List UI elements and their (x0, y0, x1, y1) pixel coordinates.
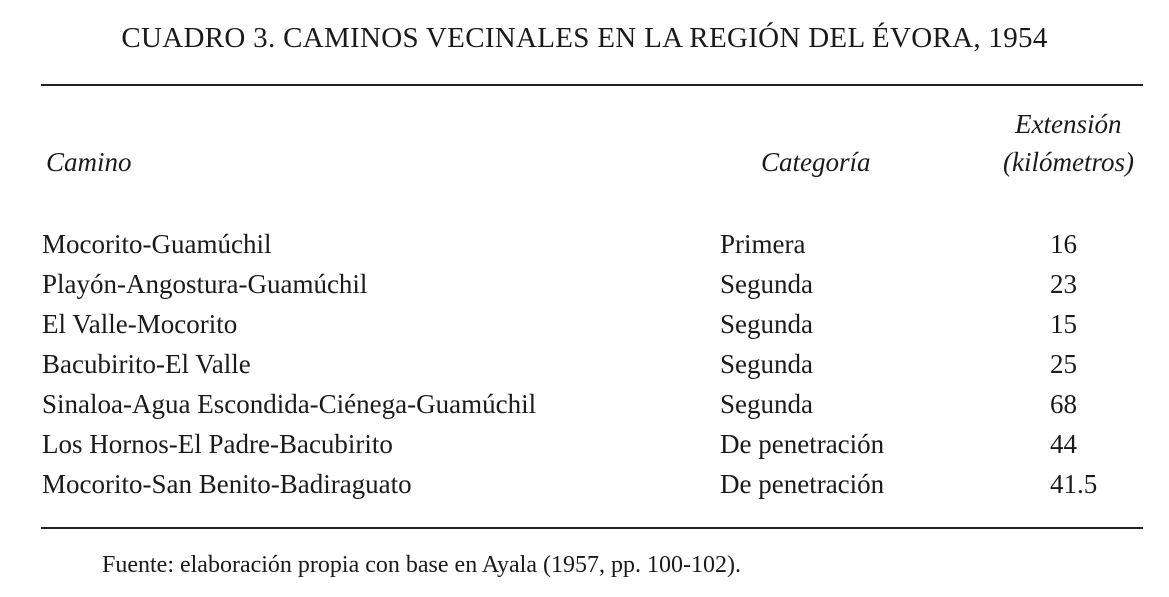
cell-categoria: Segunda (720, 309, 813, 339)
cell-categoria: Segunda (720, 389, 813, 419)
cell-extension: 23 (1050, 269, 1077, 299)
table-title: CUADRO 3. CAMINOS VECINALES EN LA REGIÓN DEL ÉVORA, 1954 (121, 22, 1048, 54)
cell-extension: 44 (1050, 429, 1077, 459)
cell-extension: 16 (1050, 229, 1077, 259)
table-row (0, 386, 1169, 426)
cell-extension: 25 (1050, 349, 1077, 379)
top-rule (41, 84, 1143, 86)
cell-camino: Mocorito-Guamúchil (42, 229, 272, 259)
table-row (0, 266, 1169, 306)
cell-categoria: De penetración (720, 429, 885, 459)
source-note: Fuente: elaboración propia con base en Ayala (1957, pp. 100-102). (102, 552, 741, 578)
cell-camino: Playón-Angostura-Guamúchil (42, 269, 368, 299)
header-categoria: Categoría (761, 147, 871, 177)
cell-camino: Sinaloa-Agua Escondida-Ciénega-Guamúchil (42, 389, 537, 419)
table-row (0, 346, 1169, 386)
table-row (0, 226, 1169, 266)
table-row (0, 466, 1169, 506)
cell-categoria: Segunda (720, 349, 813, 379)
cell-camino: El Valle-Mocorito (42, 309, 238, 339)
header-camino: Camino (46, 147, 132, 177)
header-extension-unit: (kilómetros) (1003, 147, 1134, 177)
cell-camino: Bacubirito-El Valle (42, 349, 251, 379)
cell-categoria: Primera (720, 229, 806, 259)
cell-extension: 41.5 (1050, 469, 1098, 499)
table-body (0, 226, 1169, 506)
cell-categoria: De penetración (720, 469, 885, 499)
cell-camino: Mocorito-San Benito-Badiraguato (42, 469, 412, 499)
bottom-rule (41, 527, 1143, 529)
cell-extension: 68 (1050, 389, 1077, 419)
cell-extension: 15 (1050, 309, 1077, 339)
table-row (0, 426, 1169, 466)
cell-camino: Los Hornos-El Padre-Bacubirito (42, 429, 393, 459)
cell-categoria: Segunda (720, 269, 813, 299)
header-extension: Extensión (1015, 109, 1122, 139)
table-row (0, 306, 1169, 346)
